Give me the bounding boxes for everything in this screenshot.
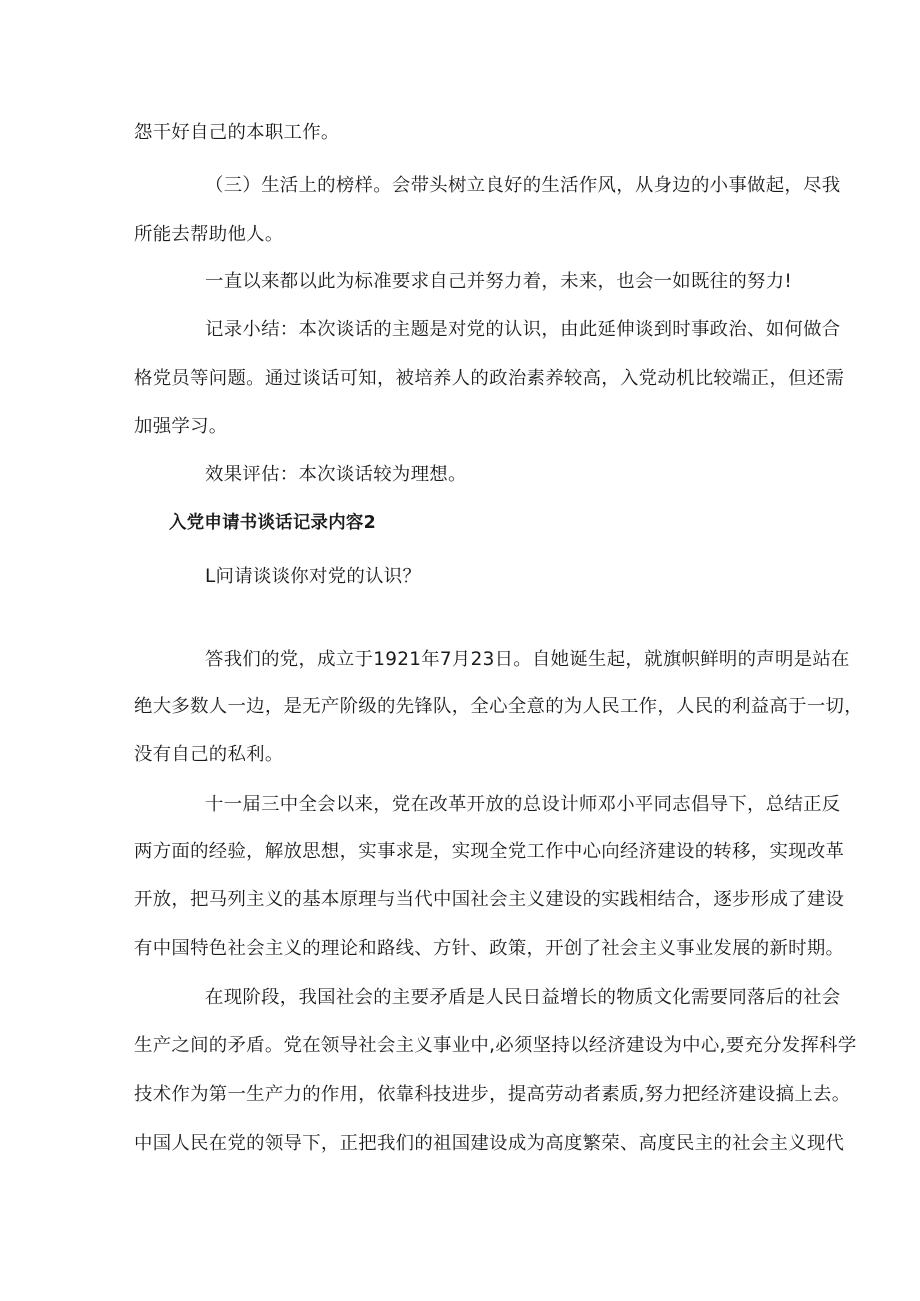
paragraph-line: 记录小结：本次谈话的主题是对党的认识，由此延伸谈到时事政治、如何做合 [205,319,841,340]
paragraph-line: 怨干好自己的本职工作。 [134,122,340,143]
paragraph-line: 生产之间的矛盾。党在领导社会主义事业中,必须坚持以经济建设为中心,要充分发挥科学 [134,1035,857,1056]
paragraph-line: 中国人民在党的领导下，正把我们的祖国建设成为高度繁荣、高度民主的社会主义现代 [134,1133,845,1154]
paragraph-line: （三）生活上的榜样。会带头树立良好的生活作风，从身边的小事做起，尽我 [205,175,841,196]
paragraph-line: 开放，把马列主义的基本原理与当代中国社会主义建设的实践相结合，逐步形成了建设 [134,889,845,910]
paragraph-line: 两方面的经验，解放思想，实事求是，实现全党工作中心向经济建设的转移，实现改革 [134,841,845,862]
paragraph-line: 技术作为第一生产力的作用，依靠科技进步，提高劳动者素质,努力把经济建设搞上去。 [134,1084,851,1105]
paragraph-line: 加强学习。 [134,416,228,437]
paragraph-line: 效果评估：本次谈话较为理想。 [205,464,467,485]
question-line: L问请谈谈你对党的认识？ [205,566,422,587]
paragraph-line: 没有自己的私利。 [134,744,284,765]
paragraph-line: 有中国特色社会主义的理论和路线、方针、政策，开创了社会主义事业发展的新时期。 [134,938,845,959]
paragraph-line: 所能去帮助他人。 [134,224,284,245]
paragraph-line: 答我们的党，成立于1921年7月23日。自她诞生起，就旗帜鲜明的声明是站在 [205,649,850,670]
section-heading: 入党申请书谈话记录内容2 [169,513,376,533]
paragraph-line: 绝大多数人一边，是无产阶级的先锋队，全心全意的为人民工作，人民的利益高于一切， [134,696,863,717]
paragraph-line: 十一届三中全会以来，党在改革开放的总设计师邓小平同志倡导下，总结正反 [205,794,841,815]
paragraph-line: 格党员等问题。通过谈话可知，被培养人的政治素养较高，入党动机比较端正，但还需 [134,368,845,389]
paragraph-line: 一直以来都以此为标准要求自己并努力着，未来，也会一如既往的努力! [205,271,793,292]
paragraph-line: 在现阶段，我国社会的主要矛盾是人民日益增长的物质文化需要同落后的社会 [205,987,841,1008]
